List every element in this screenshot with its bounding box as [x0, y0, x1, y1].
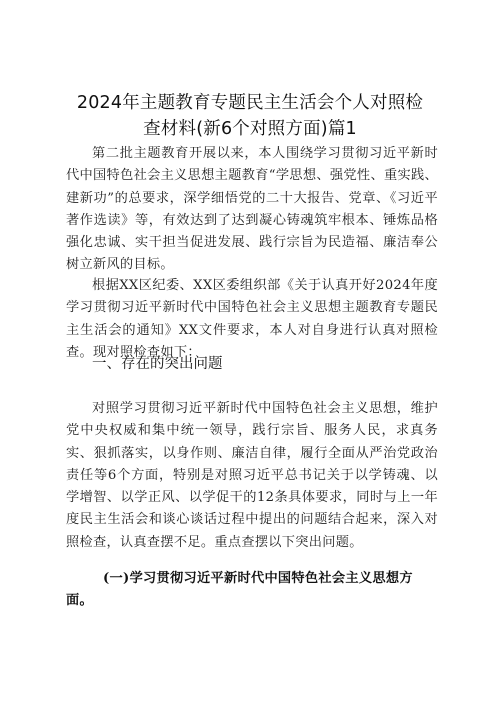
document-title-line-1: 2024年主题教育专题民主生活会个人对照检 — [76, 93, 424, 113]
section-heading-problems: 一、存在的突出问题 — [92, 356, 223, 372]
problems-paragraph: 对照学习贯彻习近平新时代中国特色社会主义思想，维护党中央权威和集中统一领导，践行宗旨、服务人民，求真务实、狠抓落实，以身作则、廉洁自律，履行全面从严治党政治责任等6个方面，特别是对照习近平总书记关于以学铸魂、以学增智、以学正风、以学促干的12条具体要求，同时与上一年度民主生活会和谈心谈话过程中提出的问题结合起来，深入对照检查，认真查摆不足。重点查摆以下突出问题。 — [66, 401, 438, 550]
basis-paragraph: 根据XX区纪委、XX区委组织部《关于认真开好2024年度学习贯彻习近平新时代中国特色社会主义思想主题教育专题民主生活会的通知》XX文件要求，本人对自身进行认真对照检查。现对照检查如下： — [66, 278, 438, 360]
subsection-heading-thought: (一)学习贯彻习近平新时代中国特色社会主义思想方面。 — [66, 571, 413, 609]
document-title-line-2: 查材料(新6个对照方面)篇1 — [143, 119, 357, 139]
intro-paragraph: 第二批主题教育开展以来，本人围绕学习贯彻习近平新时代中国特色社会主义思想主题教育“学思想、强党性、重实践、建新功”的总要求，深学细悟党的二十大报告、党章、《习近平著作选读》等，有效达到了达到凝心铸魂筑牢根本、锤炼品格强化忠诚、实干担当促进发展、践行宗旨为民造福、廉洁奉公树立新风的目标。 — [66, 146, 438, 273]
